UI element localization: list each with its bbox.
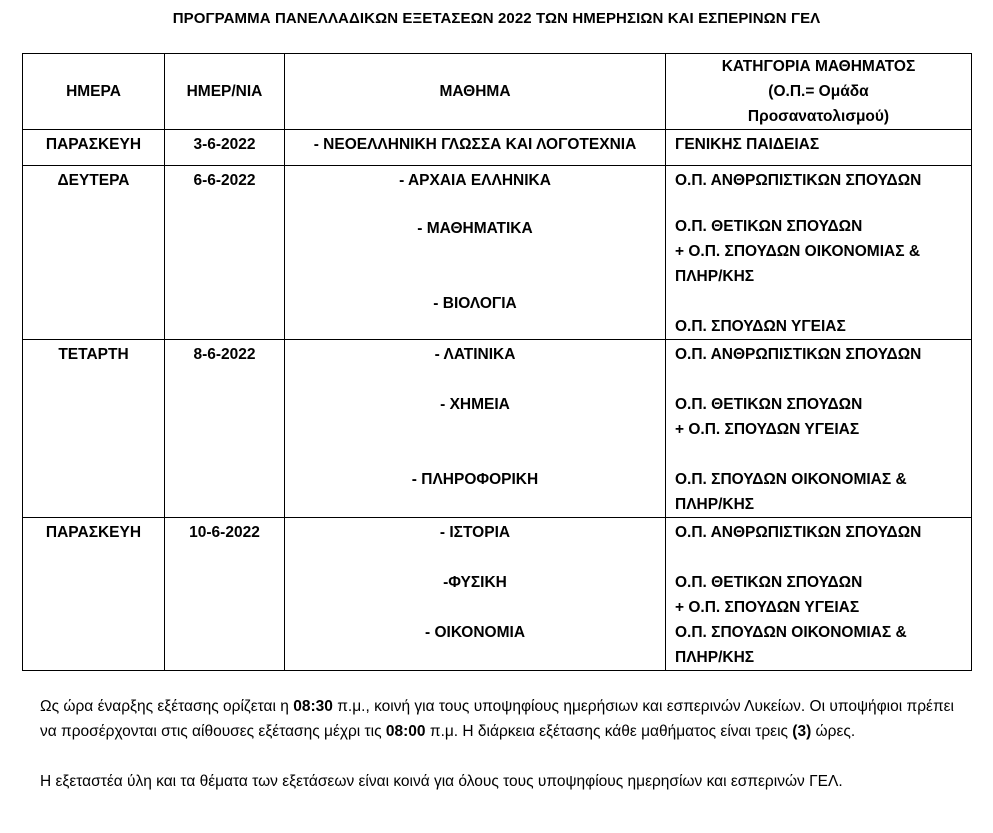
category-line: ΠΛΗΡ/ΚΗΣ (675, 268, 755, 285)
subject-line: - ΟΙΚΟΝΟΜΙΑ (424, 624, 526, 641)
subject-line: -ΦΥΣΙΚΗ (443, 574, 507, 591)
header-category-line: ΚΑΤΗΓΟΡΙΑ ΜΑΘΗΜΑΤΟΣ (721, 58, 916, 75)
subject-line: - ΛΑΤΙΝΙΚΑ (434, 346, 516, 363)
note-duration: (3) (792, 723, 812, 740)
note-start-time: 08:30 (293, 698, 333, 715)
table-row (23, 518, 972, 671)
category-line: Ο.Π. ΘΕΤΙΚΩΝ ΣΠΟΥΔΩΝ (675, 574, 863, 591)
category-line: Ο.Π. ΘΕΤΙΚΩΝ ΣΠΟΥΔΩΝ (675, 218, 863, 235)
category-line: Ο.Π. ΣΠΟΥΔΩΝ ΥΓΕΙΑΣ (675, 318, 846, 335)
note-text: ώρες. (811, 723, 856, 740)
subject-line: - ΙΣΤΟΡΙΑ (439, 524, 511, 541)
note-text: Ως ώρα έναρξης εξέτασης ορίζεται η (40, 698, 294, 715)
exam-material-note: Η εξεταστέα ύλη και τα θέματα των εξετάσεων είναι κοινά για όλους τους υποψηφίους ημερησίων και εσπερινών ΓΕΛ. (40, 773, 843, 790)
subject-line: - ΝΕΟΕΛΛΗΝΙΚΗ ΓΛΩΣΣΑ ΚΑΙ ΛΟΓΟΤΕΧΝΙΑ (313, 136, 637, 153)
category-line: + Ο.Π. ΣΠΟΥΔΩΝ ΟΙΚΟΝΟΜΙΑΣ & (675, 243, 921, 260)
category-line: ΓΕΝΙΚΗΣ ΠΑΙΔΕΙΑΣ (675, 136, 820, 153)
day-cell: ΠΑΡΑΣΚΕΥΗ (23, 518, 165, 671)
category-line: Ο.Π. ΑΝΘΡΩΠΙΣΤΙΚΩΝ ΣΠΟΥΔΩΝ (675, 346, 922, 363)
subject-line: - ΑΡΧΑΙΑ ΕΛΛΗΝΙΚΑ (399, 172, 551, 189)
date-cell: 8-6-2022 (165, 340, 285, 518)
category-line: Ο.Π. ΘΕΤΙΚΩΝ ΣΠΟΥΔΩΝ (675, 396, 863, 413)
page-title: ΠΡΟΓΡΑΜΜΑ ΠΑΝΕΛΛΑΔΙΚΩΝ ΕΞΕΤΑΣΕΩΝ 2022 ΤΩΝ ΗΜΕΡΗΣΙΩΝ ΚΑΙ ΕΣΠΕΡΙΝΩΝ ΓΕΛ (172, 10, 821, 27)
category-cell (666, 518, 972, 671)
category-cell (666, 130, 972, 166)
note-text: π.μ., κοινή για τους υποψηφίους ημερήσιων και εσπερινών Λυκείων. Οι υποψήφιοι πρέπει να προσέρχονται στις αίθουσες εξέτασης μέχρι τις (40, 698, 954, 740)
header-subject: ΜΑΘΗΜΑ (285, 54, 666, 130)
day-cell: ΔΕΥΤΕΡΑ (23, 166, 165, 340)
subject-line: - ΠΛΗΡΟΦΟΡΙΚΗ (411, 471, 539, 488)
date-cell: 10-6-2022 (165, 518, 285, 671)
day-cell: ΠΑΡΑΣΚΕΥΗ (23, 130, 165, 166)
subject-line: - ΧΗΜΕΙΑ (440, 396, 510, 413)
header-category (666, 54, 972, 130)
exam-time-note (40, 694, 954, 744)
category-line: ΠΛΗΡ/ΚΗΣ (675, 496, 755, 513)
header-category-line: (Ο.Π.= Ομάδα (768, 83, 869, 100)
date-cell: 3-6-2022 (165, 130, 285, 166)
table-header-row (23, 54, 972, 130)
category-line: Ο.Π. ΣΠΟΥΔΩΝ ΟΙΚΟΝΟΜΙΑΣ & (675, 624, 907, 641)
subject-cell (285, 130, 666, 166)
header-category-line: Προσανατολισμού) (747, 108, 890, 125)
category-line: Ο.Π. ΑΝΘΡΩΠΙΣΤΙΚΩΝ ΣΠΟΥΔΩΝ (675, 172, 922, 189)
subject-line: - ΜΑΘΗΜΑΤΙΚΑ (417, 220, 533, 237)
note-arrival-time: 08:00 (385, 723, 426, 740)
note-text: π.μ. Η διάρκεια εξέτασης κάθε μαθήματος είναι τρεις (425, 723, 793, 740)
category-cell (666, 166, 972, 340)
subject-cell (285, 340, 666, 518)
table-row (23, 166, 972, 340)
category-line: + Ο.Π. ΣΠΟΥΔΩΝ ΥΓΕΙΑΣ (675, 599, 860, 616)
category-line: Ο.Π. ΑΝΘΡΩΠΙΣΤΙΚΩΝ ΣΠΟΥΔΩΝ (675, 524, 922, 541)
category-line: ΠΛΗΡ/ΚΗΣ (675, 649, 755, 666)
date-cell: 6-6-2022 (165, 166, 285, 340)
category-line: Ο.Π. ΣΠΟΥΔΩΝ ΟΙΚΟΝΟΜΙΑΣ & (675, 471, 907, 488)
subject-line: - ΒΙΟΛΟΓΙΑ (433, 295, 517, 312)
day-cell: ΤΕΤΑΡΤΗ (23, 340, 165, 518)
category-cell (666, 340, 972, 518)
table-row (23, 340, 972, 518)
category-line: + Ο.Π. ΣΠΟΥΔΩΝ ΥΓΕΙΑΣ (675, 421, 860, 438)
header-date: ΗΜΕΡ/ΝΙΑ (165, 54, 285, 130)
table-row (23, 130, 972, 166)
header-day: ΗΜΕΡΑ (23, 54, 165, 130)
subject-cell (285, 166, 666, 340)
exam-schedule-table (22, 53, 972, 671)
subject-cell (285, 518, 666, 671)
